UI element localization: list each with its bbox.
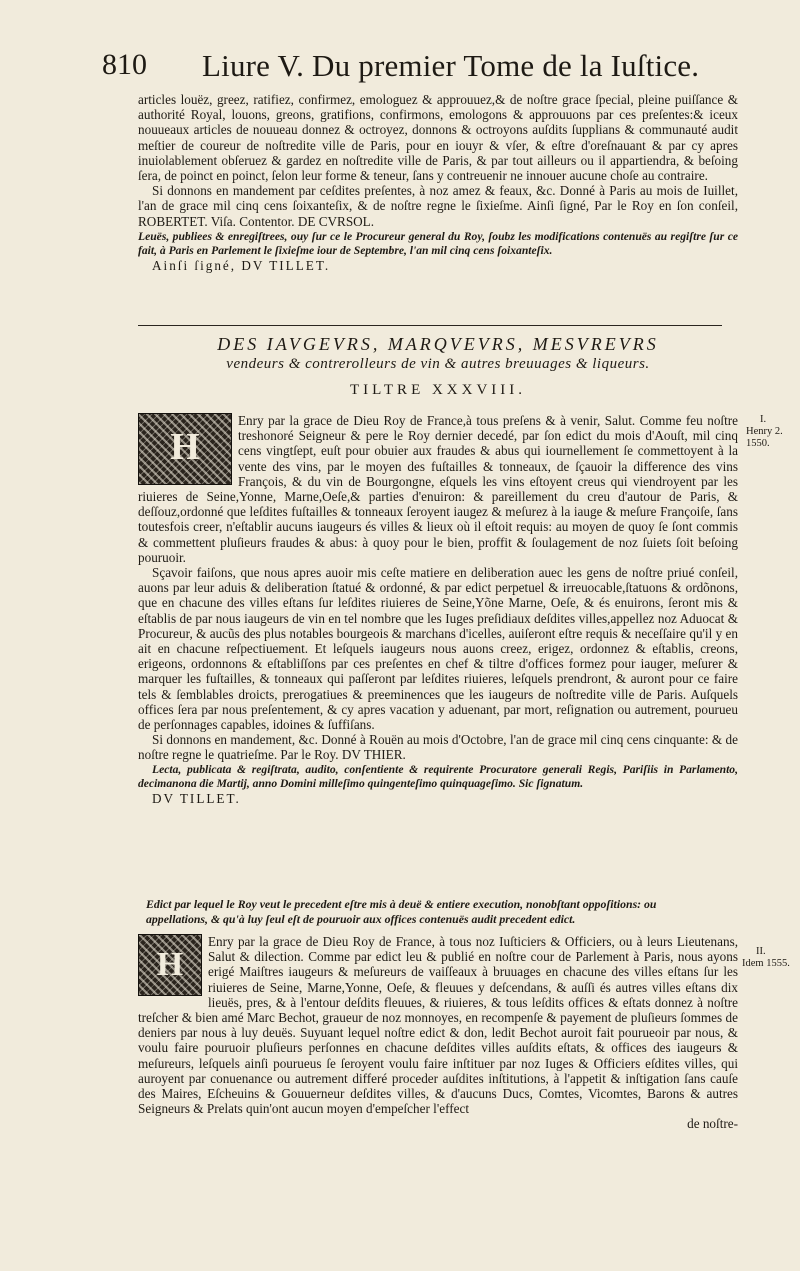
continuation-paragraph: articles louëz, greez, ratifiez, confirmez, emologuez & approuuez,& de noſtre grace ſpecial, pleine puiſſance & authorité Royal, louons, greons, gratifions, confirmons, emologons & approuuons par ces preſentes:& iceux nouueaux articles de nouueau donnez & octroyez, donnons & octroyons auſdits ſupplians & communauté audit meſtier de coureur de noſtredite ville de Paris, pour en iouyr & vſer, & eſtre d'oreſnauant & par cy apres inuiolablement obſeruez & gardez en noſtredite ville de Paris, & par tout ailleurs ou il appartiendra, & beſoing ſera, de poinct en poinct, ſelon leur forme & teneur, ſans y contreuenir ne innouer aucune choſe au contraire. [138,92,738,184]
ornament-slot [138,413,234,487]
decorated-initial-h-2 [138,934,202,996]
edict-1-signature: DV TILLET. [152,790,241,806]
running-head: Liure V. Du premier Tome de la Iuſtice. [202,48,700,83]
edict-1-opening: Enry par la grace de Dieu Roy de France,à tous preſens & à venir, Salut. Comme feu noſtre treshonoré Seigneur & pere le Roy dernier decedé, par ſon edict du mois d'Aouſt, mil cinq cens vingtſept, euſt pour obuier aux fraudes & abus qui iournellement ſe commettoyent à la vente des vins, par le moyen des fuſtailles & tonneaux, de ſçauoir la difference des vins François, & du vin de Bourgongne, eſquels les vins eſtoyent creus qui viendroyent par les riuieres de Seine,Yonne, Marne,Oeſe,& parties d'enuiron: & pareillement du creu d'autour de Paris, & deſſouz,ordonné que leſdites fuſtailles & tonneaux ſeroyent iaugez & meſurez à la iauge & meſure Françoiſe, ſans toutesfois creer, n'eſtablir aucuns iaugeurs és villes & lieux où il eſtoit requis: au moyen de quoy ſe ſont commis & commettent pluſieurs fraudes & abus: à quoy pour le bien, proffit & ſoulagement de noz ſuiets ſoit beſoing pouruoir. [138,413,738,565]
catchword: de noſtre- [687,1116,738,1132]
section-divider [138,325,722,326]
dropcap-letter-2: H [156,946,184,983]
margin-note-1-year: 1550. [746,438,770,449]
margin-note-1-number: I. [760,414,767,425]
margin-note-2-number: II. [756,946,766,957]
edict-2-opening: Enry par la grace de Dieu Roy de France, à tous noz Iuſticiers & Officiers, ou à leurs Lieutenans, Salut & dilection. Comme par edict leu & publié en noſtre cour de Parlement à Paris, nous ayons erigé Maiſtres iaugeurs & meſureurs de vaiſſeaux à bruuages en chacune des villes eſtans ſur les riuieres de Seine, Marne,Yonne, Oeſe, & fleuues y deſcendans, & auſſi és autres villes eſtans dix lieuës, pres, & à l'entour deſdits fleuues, & riuieres, & tous leſdits offices & eſtats donnez à noſtre treſcher & bien amé Marc Bechot, graueur de noz monnoyes, en recompenſe & payement de pluſieurs ſommes de deniers par nous à luy deuës. Suyuant lequel noſtre edict & don, ledit Bechot auroit fait pourueoir par nous, & voulu faire pouruoir pluſieurs perſonnes en chacune deſdites villes auſdits eſtats, & offices des iaugeurs & meſureurs, leſquels ainſi pourueus ſe ſeroyent voulu faire inſtituer par noz Iuges & Officiers eſdites villes, qui auroyent par conuenance ou autrement differé proceder auſdites inſtitutions, à l'appetit & inſtigation ſans cauſe des Maires, Eſcheuins & Gouuerneur deſdites villes, & d'aucuns Ducs, Comtes, Vicomtes, Barons & autres Seigneurs & Prelats quin'ont aucun moyen d'empeſcher l'effect [138,934,738,1117]
edict-1-registration: Lecta, publicata & regiſtrata, audito, conſentiente & requirente Procuratore generali Regis, Pariſiis in Parlamento, decimanona die Martij, anno Domini milleſimo quingenteſimo quinquageſimo. Sic ſignatum. [138,762,738,790]
previous-edict-end [138,92,738,273]
decorated-initial-h [138,413,232,485]
page-number: 810 [102,48,147,81]
edict-2-heading: Edict par lequel le Roy veut le precedent eſtre mis à deuë & entiere execution, nonobſtant oppoſitions: ou appellations, & qu'à luy ſeul eſt de pouruoir aux offices contenuës audit precedent edict. [146,897,657,926]
edict-1-ordinance: Sçavoir faiſons, que nous apres auoir mis ceſte matiere en deliberation auec les gens de noſtre priué conſeil, auons par leur aduis & deliberation ſtatué & ordonné, & par edict perpetuel & irreuocable,ſtatuons & ordõnons, que en chacune des villes eſtans ſur leſdites riuieres de Seine,Yõne Marne, Oeſe, & és enuirons, ſeront mis & eſtablis de par nous iaugeurs de vin en tel nombre que les Iuges preſidiaux deſdites villes,appellez noz Aduocat & Procureur, & aucũs des plus notables bourgeois & marchans d'icelles, auiſeront eſtre requis & neceſſaire qu'il y en ait en chacune reſpectiuement. Et leſquels iaugeurs nous auons creez, erigez, ordonnez & eſtablis, creons, erigeons, ordonnons & eſtabliſſons par ces preſentes en chef & tiltre d'offices formez pour iauger, meſurer & marquer les fuſtailles, & tonneaux qui paſſeront par leſdites riuieres, leſquels prendront, & auront pour ce faire tels & ſemblables droicts, prerogatiues & preeminences que les iaugeurs de noſtredite ville de Paris. Auſquels offices ſera par nous preſentement, & cy apres vacation y aduenant, par mort, reſignation ou autrement, pourueu de perſonnages capables, idoines & ſuffiſans. [138,565,738,733]
title-line-2: vendeurs & contrerolleurs de vin & autres breuuages & liqueurs. [226,356,650,372]
margin-note-1 [746,414,783,450]
ornament-slot-2 [138,934,204,998]
edict-1 [138,413,738,806]
title-line-1: DES IAVGEVRS, MARQVEVRS, MESVREVRS [217,334,659,354]
title-number: TILTRE XXXVIII. [349,382,527,398]
registration-signature: Ainſi ſigné, DV TILLET. [152,257,331,273]
dropcap-letter: H [170,426,200,468]
page-header [0,48,800,90]
edict-2 [138,897,738,1132]
registration-note: Leuës, publiees & enregiſtrees, ouy ſur ce le Procureur general du Roy, ſoubz les modifications contenuës au regiſtre ſur ce fait, à Paris en Parlement le ſixieſme iour de Septembre, l'an mil cinq cens ſoixanteſix. [138,229,738,257]
mandate-paragraph: Si donnons en mandement par ceſdites preſentes, à noz amez & feaux, &c. Donné à Paris au mois de Iuillet, l'an de grace mil cinq cens ſoixanteſix, & de noſtre regne le ſixieſme. Ainſi ſigné, Par le Roy en ſon conſeil, ROBERTET. Viſa. Contentor. DE CVRSOL. [138,183,738,229]
margin-note-2-text: Idem 1555. [742,958,790,969]
edict-1-mandate: Si donnons en mandement, &c. Donné à Rouën au mois d'Octobre, l'an de grace mil cinq cens cinquante: & de noſtre regne le quatrieſme. Par le Roy. DV THIER. [138,732,738,763]
margin-note-1-text: Henry 2. [746,426,783,437]
margin-note-2 [742,946,790,970]
